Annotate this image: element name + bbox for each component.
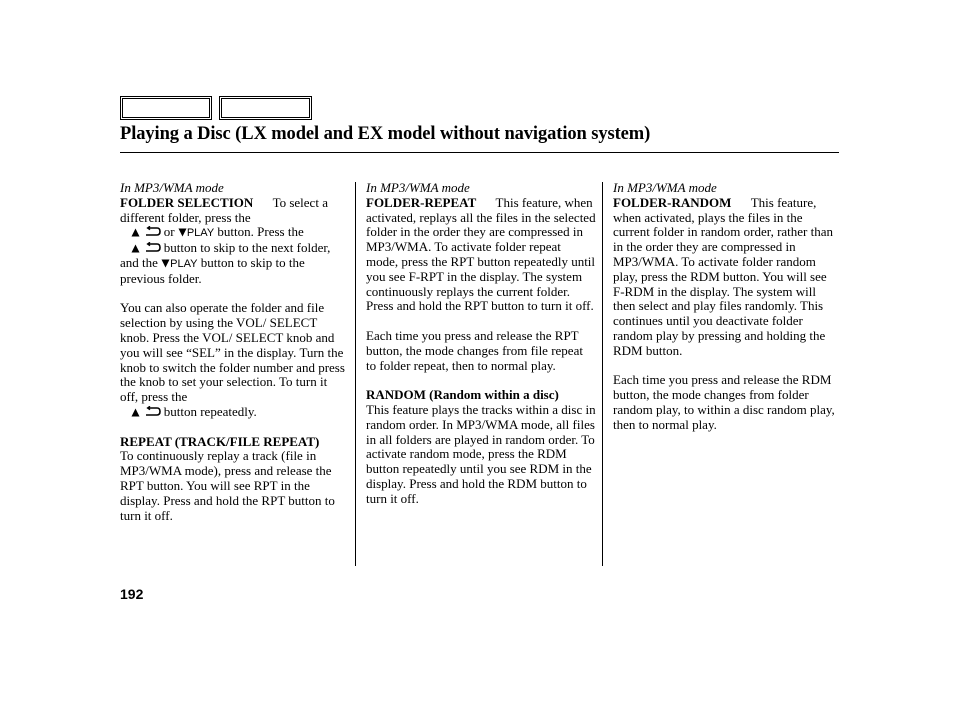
- up-triangle-icon: [131, 244, 140, 253]
- mode-label: In MP3/WMA mode: [366, 180, 470, 195]
- random-text: This feature plays the tracks within a disc in random order. In MP3/WMA mode, all files in all folders are played in random order. To activate random mode, press the RDM button repeatedly until you see RDM in the display. Press and hold the RDM button to turn it off.: [366, 401, 596, 506]
- down-triangle-icon: [178, 228, 187, 237]
- folder-random-text: This feature, when activated, plays the files in the current folder in random order, rather than in the order they are compressed in MP3/WMA. To activate folder random play, press the RDM button. You will see F-RDM in the display. The system will then select and play files randomly. This continues until you deactivate folder random play by pressing and holding the RDM button.: [613, 194, 834, 358]
- random-cycle-paragraph: Each time you press and release the RDM button, the mode changes from folder random play, to within a disc random play, then to normal play.: [613, 372, 835, 432]
- play-down-button-glyph: [178, 225, 214, 241]
- mode-label: In MP3/WMA mode: [613, 180, 717, 195]
- folder-repeat-heading: FOLDER-REPEAT: [366, 194, 477, 210]
- folder-up-button-glyph: [120, 405, 161, 420]
- folder-random-heading: FOLDER-RANDOM: [613, 194, 732, 210]
- up-triangle-icon: [131, 408, 140, 417]
- folder-up-button-glyph: [120, 225, 161, 240]
- up-triangle-icon: [131, 228, 140, 237]
- page-number: 192: [120, 586, 144, 602]
- header-tab-box-right: [219, 96, 312, 120]
- folder-selection-text-c: button to skip to the next folder, and the: [120, 240, 331, 270]
- or-text: or: [163, 224, 175, 240]
- folder-repeat-paragraph: [366, 196, 596, 314]
- folder-selection-paragraph: [120, 196, 348, 287]
- random-paragraph: [366, 388, 596, 506]
- folder-return-icon: [144, 406, 161, 417]
- repeat-text: To continuously replay a track (file in MP3/WMA mode), press and release the RPT button. You will see RPT in the display. Press and hold the RPT button to turn it off.: [120, 448, 335, 523]
- random-heading: RANDOM (Random within a disc): [366, 387, 559, 403]
- column-folder-random: [613, 181, 835, 433]
- column-divider-2: [602, 182, 603, 566]
- play-down-button-glyph: [161, 256, 197, 272]
- down-triangle-icon: [161, 259, 170, 268]
- repeat-heading: REPEAT (TRACK/FILE REPEAT): [120, 433, 320, 449]
- folder-repeat-text: This feature, when activated, replays all the files in the selected folder in the order they are compressed in MP3/WMA. To activate folder repeat mode, press the RPT button repeatedly until you see F-RPT in the display. The system continuously replays the current folder. Press and hold the RPT button to turn it off.: [366, 194, 596, 314]
- repeat-cycle-paragraph: Each time you press and release the RPT button, the mode changes from file repeat to folder repeat, then to normal play.: [366, 327, 583, 373]
- folder-selection-text-d: button to skip to the previous folder.: [120, 254, 305, 286]
- column-divider-1: [355, 182, 356, 566]
- vol-select-paragraph: [120, 301, 348, 419]
- folder-selection-text-b: button. Press the: [217, 224, 304, 240]
- folder-return-icon: [144, 242, 161, 253]
- folder-return-icon: [144, 226, 161, 237]
- column-folder-repeat: [366, 181, 596, 507]
- column-folder-selection: [120, 181, 348, 523]
- play-label: PLAY: [170, 257, 198, 270]
- vol-select-text: You can also operate the folder and file selection by using the VOL/ SELECT knob. Press the VOL/ SELECT knob and you will see “SEL” in the display. Turn the knob to switch the folder number and press the knob to set your selection. To turn it off, press the: [120, 300, 345, 405]
- repeat-paragraph: [120, 435, 348, 524]
- folder-selection-text-a: To select a different folder, press the: [120, 194, 328, 225]
- play-label: PLAY: [186, 227, 215, 240]
- page-title: Playing a Disc (LX model and EX model without navigation system): [120, 124, 651, 144]
- folder-up-button-glyph: [120, 241, 161, 256]
- folder-random-paragraph: [613, 196, 835, 359]
- folder-selection-heading: FOLDER SELECTION: [120, 194, 254, 210]
- vol-select-text-end: button repeatedly.: [163, 403, 257, 419]
- title-divider: [120, 152, 839, 153]
- mode-label: In MP3/WMA mode: [120, 180, 224, 195]
- header-tab-box-left: [120, 96, 212, 120]
